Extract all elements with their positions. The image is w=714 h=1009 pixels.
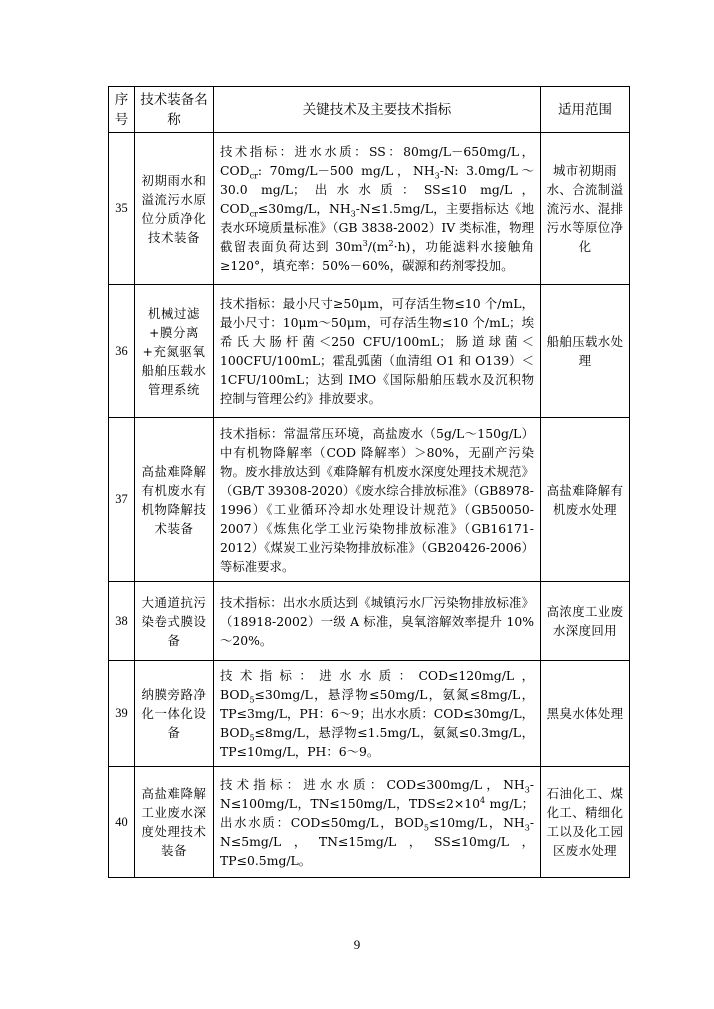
row-tech: 技术指标：进水水质：COD≤120mg/L，$BOD_5\le 30mg/L$，悬浮物≤50mg/L，氨氮≤8mg/L，TP≤3mg/L，PH：6～9；出水水质：COD≤30mg/L，$BOD_5\le 8mg/L$，悬浮物≤1.5mg/L，氨氮≤0.3mg/L，TP≤10mg/L，PH：6～9。 — [214, 661, 541, 767]
header-name: 技术装备名称 — [135, 87, 214, 133]
header-no: 序号 — [109, 87, 135, 133]
row-name: 纳膜旁路净化一体化设备 — [135, 661, 214, 767]
technology-table — [108, 86, 630, 878]
table-row — [109, 133, 630, 285]
row-name: 大通道抗污染卷式膜设备 — [135, 582, 214, 661]
row-no: 39 — [109, 661, 135, 767]
row-no: 40 — [109, 767, 135, 878]
row-scope: 船舶压载水处理 — [541, 285, 630, 418]
table-row — [109, 767, 630, 878]
page-number: 9 — [353, 937, 361, 952]
row-tech: 技术指标：出水水质达到《城镇污水厂污染物排放标准》（18918-2002）一级 A 标准，臭氧溶解效率提升 10%～20%。 — [214, 582, 541, 661]
row-tech: 技术指标：进水水质：SS：80mg/L－650mg/L，$COD_{cr}$: 70mg/L－500 mg/L，$NH_3-N$: 3.0mg/L～30.0 mg/L；出水水质：SS≤10 mg/L，$COD_{cr}\le 30mg/L$，$NH_3-N\le 1.5mg/L$，主要指标达《地表水环境质量标准》（GB 3838-2002）IV 类标准，物理截留表面负荷达到 $30m^3/(m^2\cdot h)$，功能滤料水接触角≥120°，填充率：50%－60%，碳源和药剂零投加。 — [214, 133, 541, 285]
header-scope: 适用范围 — [541, 87, 630, 133]
row-scope: 高盐难降解有机废水处理 — [541, 418, 630, 582]
row-no: 38 — [109, 582, 135, 661]
row-scope: 黑臭水体处理 — [541, 661, 630, 767]
row-no: 35 — [109, 133, 135, 285]
row-scope: 石油化工、煤化工、精细化工以及化工园区废水处理 — [541, 767, 630, 878]
table-header-row — [109, 87, 630, 133]
table-row — [109, 582, 630, 661]
table-row — [109, 285, 630, 418]
row-scope: 城市初期雨水、合流制溢流污水、混排污水等原位净化 — [541, 133, 630, 285]
row-no: 36 — [109, 285, 135, 418]
table-row — [109, 418, 630, 582]
header-tech: 关键技术及主要技术指标 — [214, 87, 541, 133]
row-tech: 技术指标：常温常压环境，高盐废水（5g/L～150g/L）中有机物降解率（COD 降解率）＞80%，无副产污染物。废水排放达到《难降解有机废水深度处理技术规范》（GB/T 39308-2020）《废水综合排放标准》（GB8978-1996）《工业循环冷却水处理设计规范》（GB50050-2007）《炼焦化学工业污染物排放标准》（GB16171-2012）《煤炭工业污染物排放标准》（GB20426-2006）等标准要求。 — [214, 418, 541, 582]
row-name: 高盐难降解工业废水深度处理技术装备 — [135, 767, 214, 878]
row-tech: 技术指标：进水水质：COD≤300mg/L，$NH_3-N\le 100mg/L$，TN≤150mg/L，$TDS\le 2\times 10^4$ mg/L；出水水质：COD≤50mg/L，$BOD_5\le 10mg/L$，$NH_3-N\le 5mg/L$，TN≤15mg/L，SS≤10mg/L，TP≤0.5mg/L。 — [214, 767, 541, 878]
row-name: 机械过滤+膜分离+充氮驱氧船舶压载水管理系统 — [135, 285, 214, 418]
row-name: 高盐难降解有机废水有机物降解技术装备 — [135, 418, 214, 582]
row-scope: 高浓度工业废水深度回用 — [541, 582, 630, 661]
row-no: 37 — [109, 418, 135, 582]
row-tech: 技术指标：最小尺寸≥50μm，可存活生物≤10 个/mL，最小尺寸：10μm～50μm，可存活生物≤10 个/mL；埃希氏大肠杆菌＜250 CFU/100mL；肠道球菌＜100CFU/100mL；霍乱弧菌（血清组 O1 和 O139）＜1CFU/100mL；达到 IMO《国际船舶压载水及沉积物控制与管理公约》排放要求。 — [214, 285, 541, 418]
row-name: 初期雨水和溢流污水原位分质净化技术装备 — [135, 133, 214, 285]
table-row — [109, 661, 630, 767]
